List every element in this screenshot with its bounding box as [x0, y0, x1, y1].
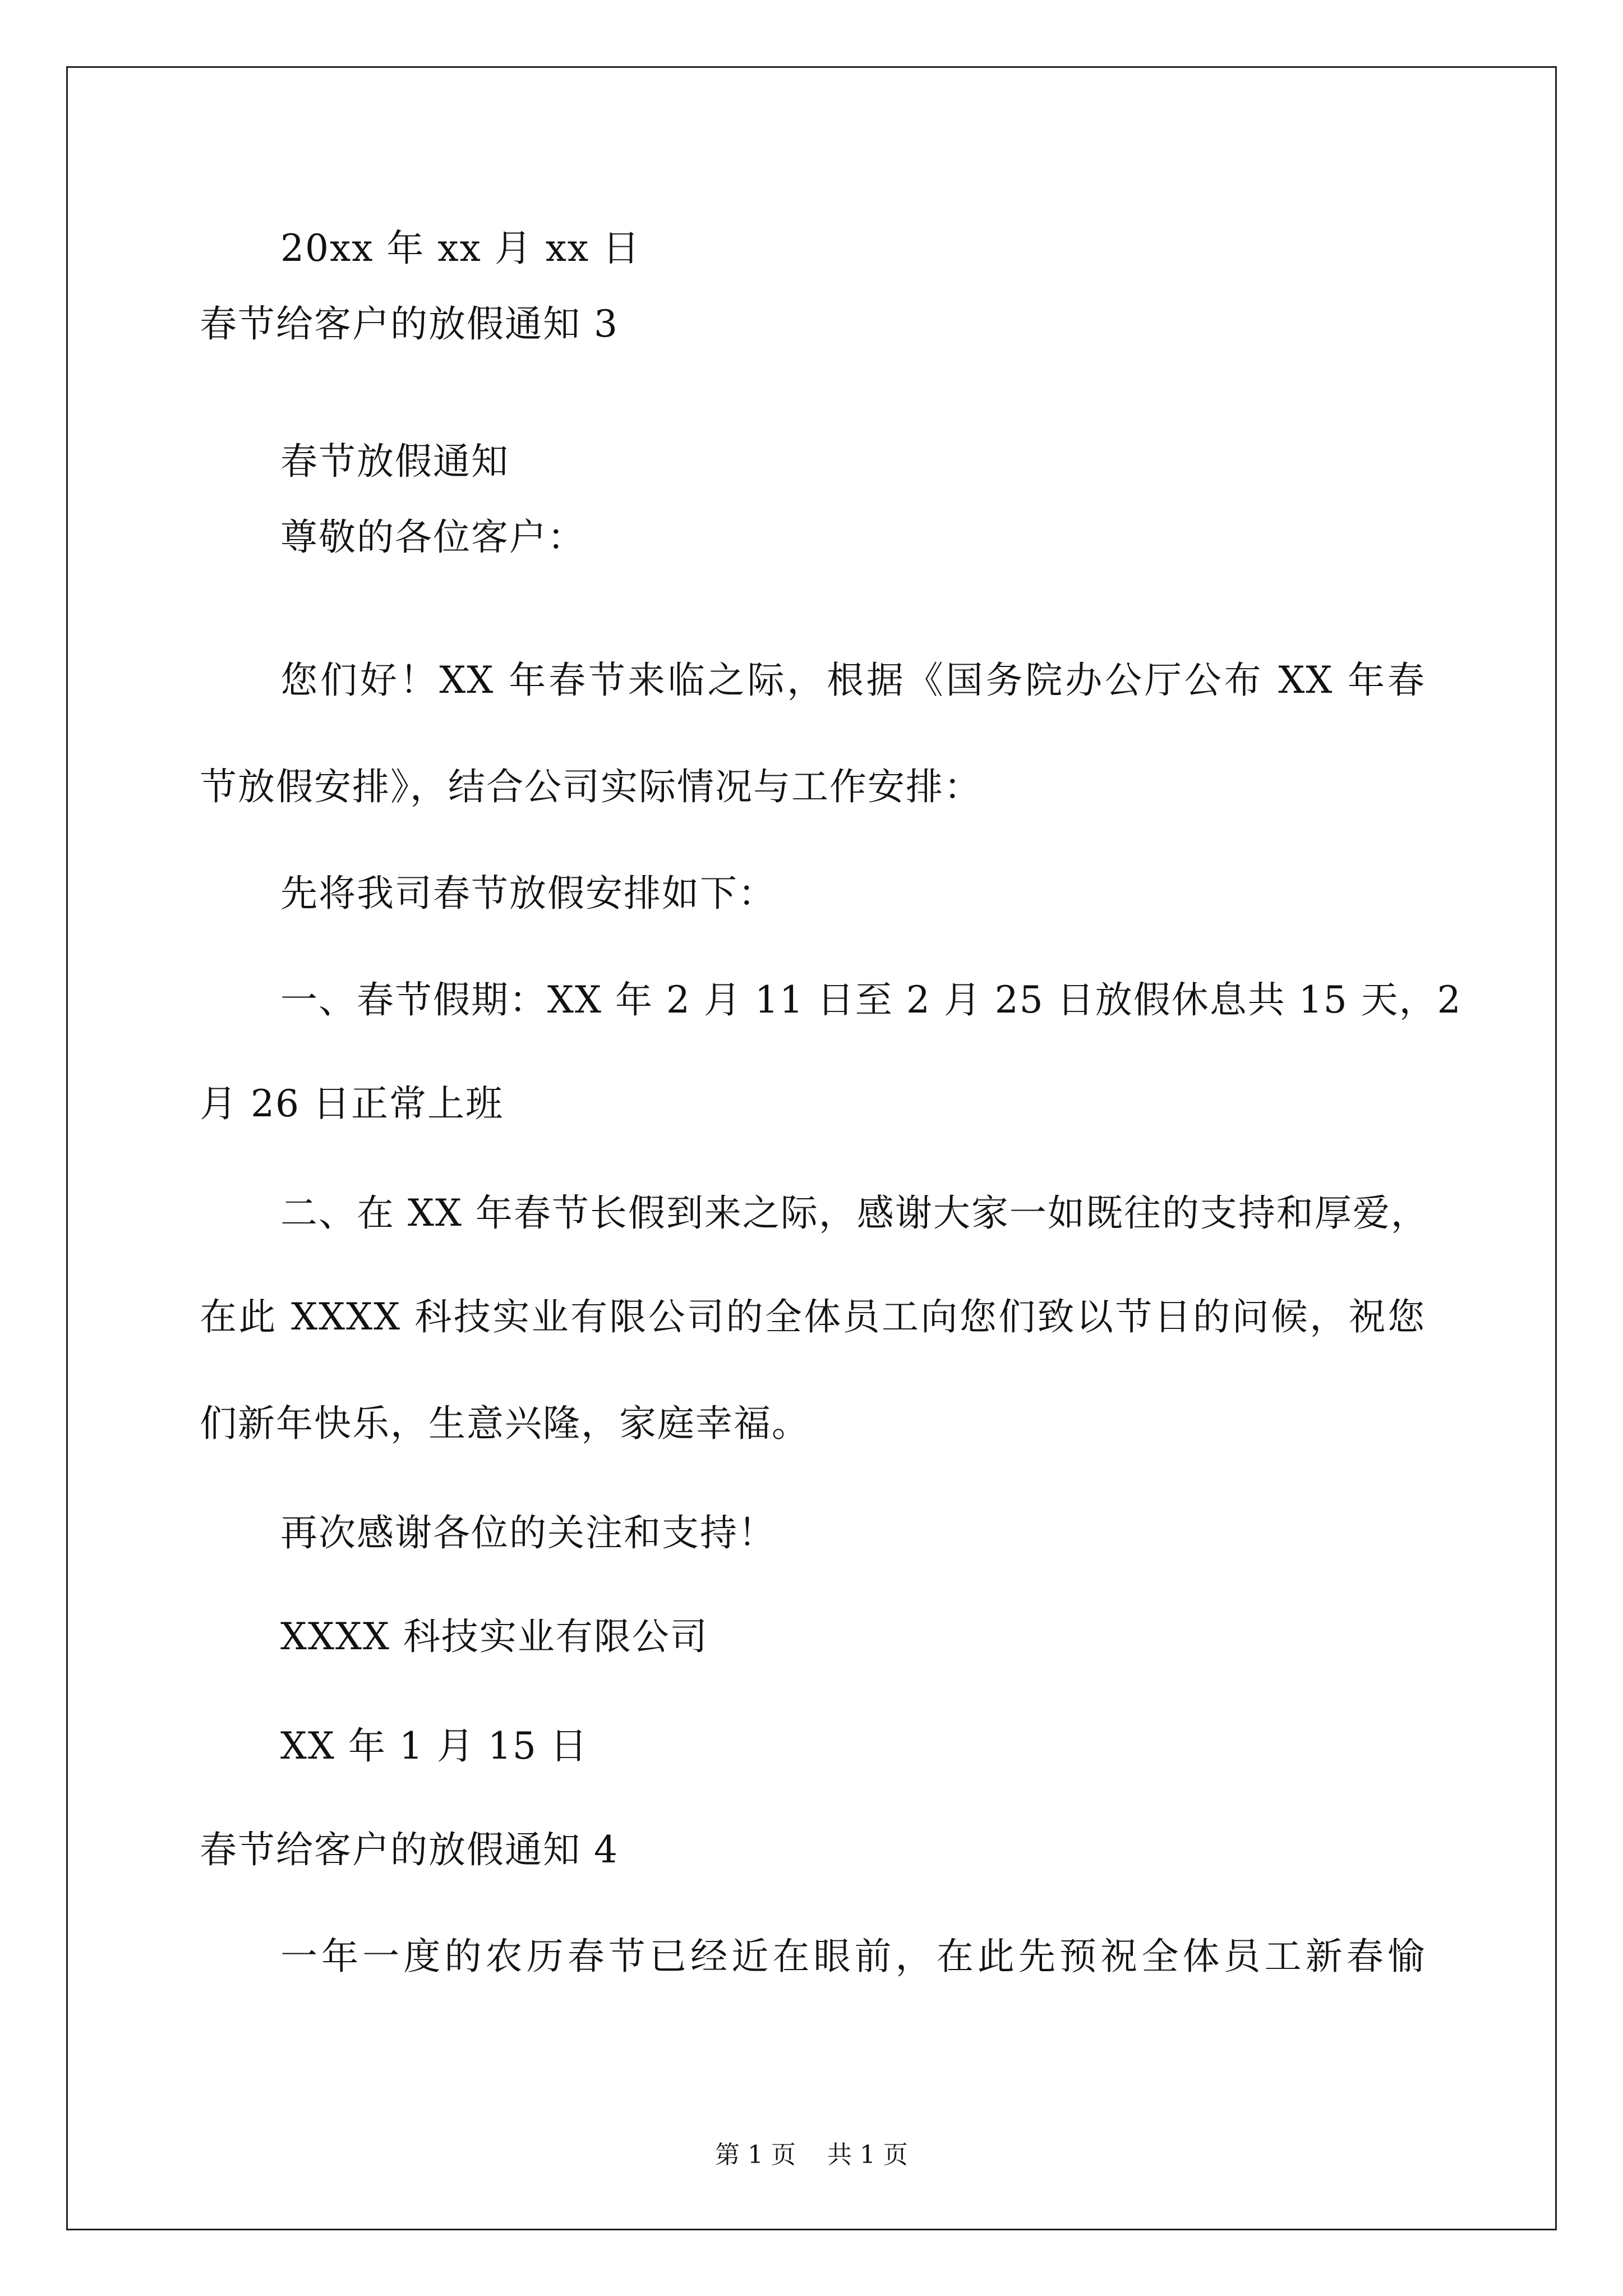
section-title-3: 春节给客户的放假通知 3 [200, 302, 619, 346]
company-signature: XXXX 科技实业有限公司 [280, 1615, 708, 1658]
closing-thanks: 再次感谢各位的关注和支持！ [280, 1511, 776, 1554]
salutation: 尊敬的各位客户： [280, 516, 585, 559]
page-footer: 第 1 页 共 1 页 [715, 2141, 908, 2169]
paragraph-line: 一、春节假期：XX 年 2 月 11 日至 2 月 25 日放假休息共 15 天，2 [280, 978, 1462, 1022]
paragraph-line: 节放假安排》，结合公司实际情况与工作安排： [200, 765, 982, 808]
paragraph-line: 们新年快乐，生意兴隆，家庭幸福。 [200, 1402, 810, 1445]
signature-date: XX 年 1 月 15 日 [280, 1724, 588, 1768]
paragraph-line: 二、在 XX 年春节长假到来之际，感谢大家一如既往的支持和厚爱， [280, 1191, 1429, 1235]
paragraph-line: 先将我司春节放假安排如下： [280, 872, 776, 915]
paragraph-line: 您们好！XX 年春节来临之际，根据《国务院办公厅公布 XX 年春 [280, 659, 1426, 702]
notice-heading: 春节放假通知 [280, 440, 509, 483]
date-line: 20xx 年 xx 月 xx 日 [280, 227, 641, 270]
paragraph-line: 一年一度的农历春节已经近在眼前，在此先预祝全体员工新春愉 [280, 1935, 1426, 1978]
page-border [66, 66, 1557, 2230]
paragraph-line: 在此 XXXX 科技实业有限公司的全体员工向您们致以节日的问候，祝您 [200, 1295, 1426, 1338]
paragraph-line: 月 26 日正常上班 [200, 1082, 504, 1125]
section-title-4: 春节给客户的放假通知 4 [200, 1828, 619, 1871]
